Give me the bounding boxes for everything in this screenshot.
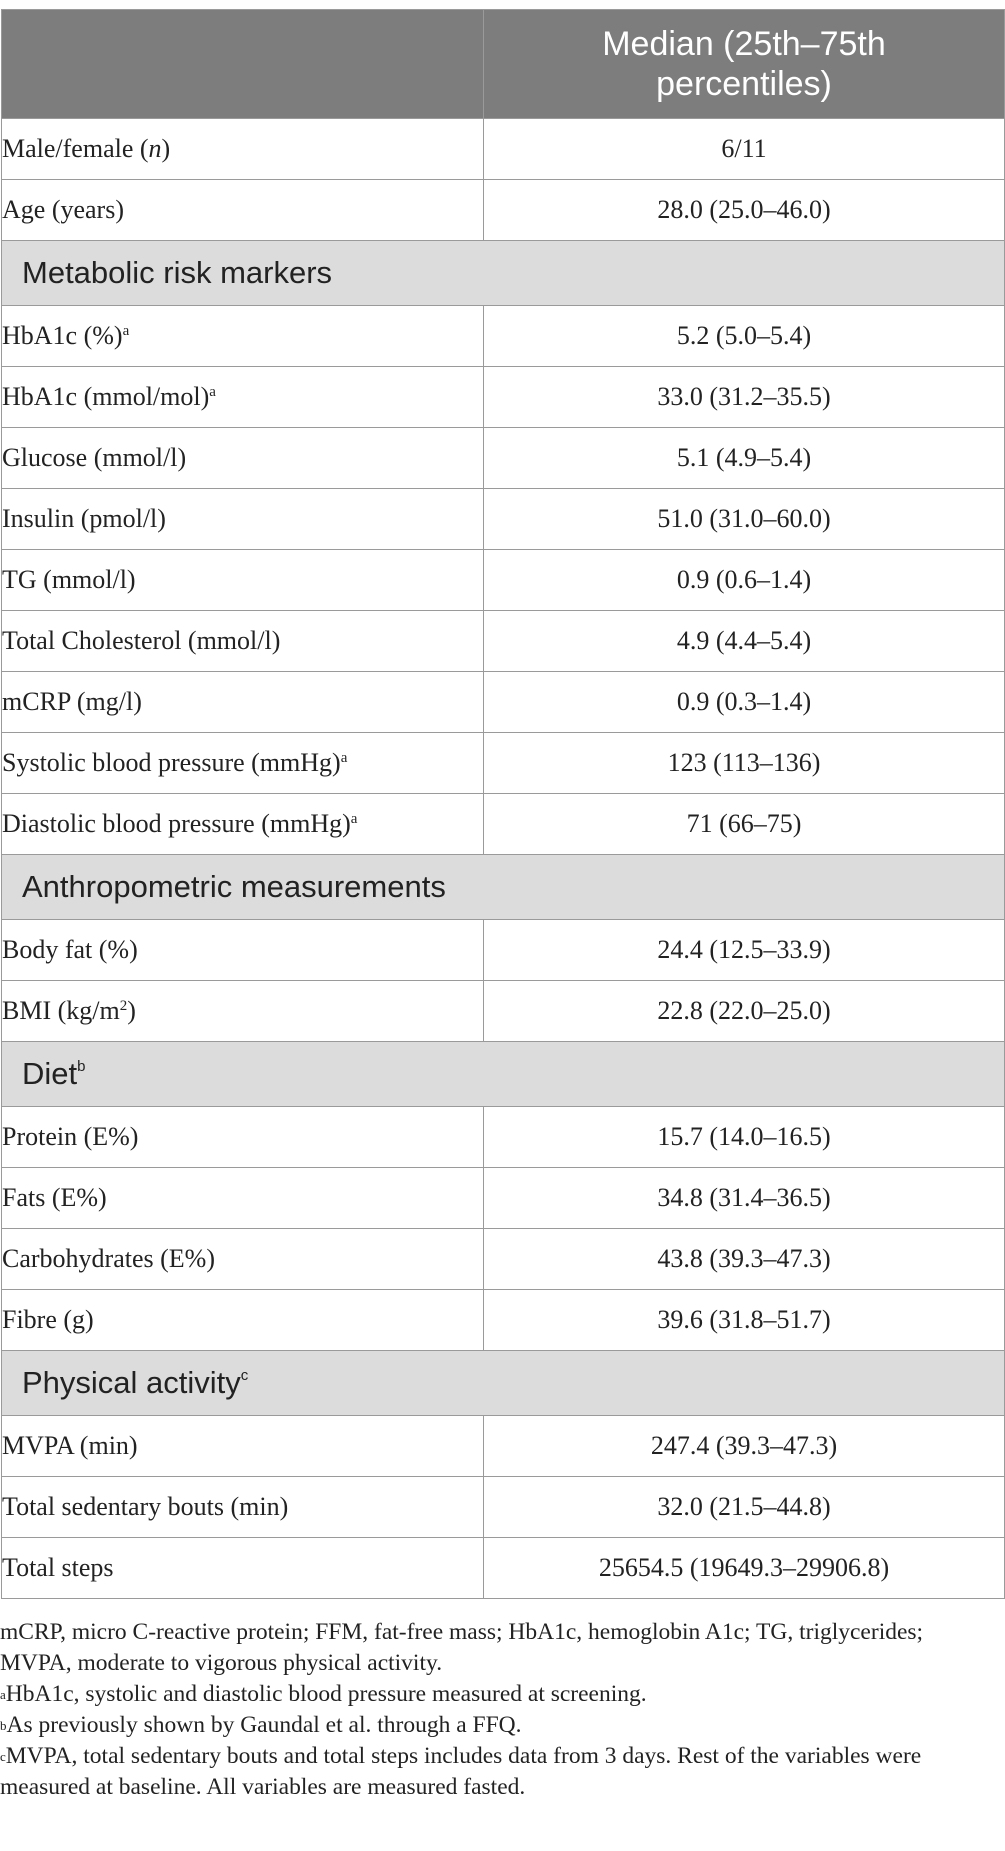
footnote-a-text: HbA1c, systolic and diastolic blood pressure measured at screening. xyxy=(5,1681,647,1707)
row-label-after: ) xyxy=(161,134,171,163)
row-label-sup: a xyxy=(340,750,348,766)
section-title xyxy=(2,1042,1005,1107)
table-footnotes xyxy=(0,1617,1000,1803)
row-label-text: Total sedentary bouts (min) xyxy=(2,1492,289,1521)
row-label-text: Fibre (g) xyxy=(2,1305,94,1334)
table-row xyxy=(2,611,1005,672)
row-label xyxy=(2,672,484,733)
row-label xyxy=(2,611,484,672)
table-row xyxy=(2,367,1005,428)
footnote-c-text: MVPA, total sedentary bouts and total steps includes data from 3 days. Rest of the variables were measured at baseline. All variables are measured fasted. xyxy=(0,1743,922,1800)
row-label xyxy=(2,794,484,855)
footnote-b xyxy=(0,1710,1000,1741)
row-label xyxy=(2,1416,484,1477)
row-label-text: mCRP (mg/l) xyxy=(2,687,142,716)
row-label: Age (years) xyxy=(2,180,484,241)
table-row xyxy=(2,794,1005,855)
header-median-label: Median (25th–75th percentiles) xyxy=(602,25,886,103)
row-value: 33.0 (31.2–35.5) xyxy=(484,367,1005,428)
section-header-physical-activity xyxy=(2,1351,1005,1416)
row-label xyxy=(2,1168,484,1229)
row-value: 71 (66–75) xyxy=(484,794,1005,855)
row-label-text: Carbohydrates (E%) xyxy=(2,1244,215,1273)
row-label-text: Glucose (mmol/l) xyxy=(2,443,187,472)
row-label-text: TG (mmol/l) xyxy=(2,565,136,594)
row-value: 123 (113–136) xyxy=(484,733,1005,794)
section-title-text: Anthropometric measurements xyxy=(22,869,446,904)
row-value: 5.2 (5.0–5.4) xyxy=(484,306,1005,367)
row-label-sup: 2 xyxy=(119,998,128,1014)
row-label-text: HbA1c (mmol/mol) xyxy=(2,382,210,411)
row-label xyxy=(2,1477,484,1538)
row-value: 24.4 (12.5–33.9) xyxy=(484,920,1005,981)
table-row xyxy=(2,428,1005,489)
table-row xyxy=(2,1477,1005,1538)
table-row xyxy=(2,1168,1005,1229)
row-label xyxy=(2,489,484,550)
row-label-sup: a xyxy=(122,323,130,339)
footnote-a xyxy=(0,1679,1000,1710)
row-label-sup: a xyxy=(209,384,216,400)
table-row xyxy=(2,119,1005,180)
row-value: 0.9 (0.6–1.4) xyxy=(484,550,1005,611)
row-label-text: MVPA (min) xyxy=(2,1431,138,1460)
section-title-sup: c xyxy=(240,1367,249,1384)
row-label-text: Total Cholesterol (mmol/l) xyxy=(2,626,281,655)
section-header-diet xyxy=(2,1042,1005,1107)
row-value: 0.9 (0.3–1.4) xyxy=(484,672,1005,733)
row-label-text: Insulin (pmol/l) xyxy=(2,504,166,533)
section-title xyxy=(2,1351,1005,1416)
row-value: 22.8 (22.0–25.0) xyxy=(484,981,1005,1042)
section-header-anthropometric xyxy=(2,855,1005,920)
row-label-text: Body fat (%) xyxy=(2,935,138,964)
table-row xyxy=(2,1229,1005,1290)
row-label xyxy=(2,367,484,428)
row-label xyxy=(2,550,484,611)
header-median-cell xyxy=(484,10,1005,119)
row-label xyxy=(2,920,484,981)
row-label-after: ) xyxy=(127,996,136,1025)
row-value: 25654.5 (19649.3–29906.8) xyxy=(484,1538,1005,1599)
section-title-text: Metabolic risk markers xyxy=(22,255,333,290)
table-row xyxy=(2,550,1005,611)
row-label xyxy=(2,119,484,180)
row-value: 4.9 (4.4–5.4) xyxy=(484,611,1005,672)
section-title-text: Diet xyxy=(22,1056,78,1091)
table-row xyxy=(2,306,1005,367)
table-header-row xyxy=(2,10,1005,119)
row-value: 15.7 (14.0–16.5) xyxy=(484,1107,1005,1168)
row-value: 6/11 xyxy=(484,119,1005,180)
row-value: 51.0 (31.0–60.0) xyxy=(484,489,1005,550)
row-label-text: Fats (E%) xyxy=(2,1183,107,1212)
row-label-sup: a xyxy=(350,811,358,827)
row-value: 43.8 (39.3–47.3) xyxy=(484,1229,1005,1290)
row-value: 28.0 (25.0–46.0) xyxy=(484,180,1005,241)
row-value: 34.8 (31.4–36.5) xyxy=(484,1168,1005,1229)
row-label xyxy=(2,1107,484,1168)
footnote-a-mark: a xyxy=(0,1687,6,1702)
row-value: 32.0 (21.5–44.8) xyxy=(484,1477,1005,1538)
row-label xyxy=(2,306,484,367)
row-label-italic: n xyxy=(148,134,162,163)
row-label xyxy=(2,981,484,1042)
table-row xyxy=(2,733,1005,794)
table-row xyxy=(2,1107,1005,1168)
row-value: 39.6 (31.8–51.7) xyxy=(484,1290,1005,1351)
row-label xyxy=(2,1538,484,1599)
footnote-b-text: As previously shown by Gaundal et al. through a FFQ. xyxy=(6,1712,522,1738)
characteristics-table xyxy=(1,9,1005,1599)
section-title xyxy=(2,855,1005,920)
section-title xyxy=(2,241,1005,306)
section-header-metabolic xyxy=(2,241,1005,306)
table-row xyxy=(2,981,1005,1042)
table-row xyxy=(2,1290,1005,1351)
row-label-text: Protein (E%) xyxy=(2,1122,139,1151)
table-row xyxy=(2,672,1005,733)
footnote-c xyxy=(0,1741,1000,1803)
row-label xyxy=(2,1290,484,1351)
row-label-text: HbA1c (%) xyxy=(2,321,123,350)
footnote-b-mark: b xyxy=(0,1718,7,1733)
table-row xyxy=(2,1538,1005,1599)
row-label xyxy=(2,428,484,489)
row-label xyxy=(2,733,484,794)
row-label-text: Total steps xyxy=(2,1553,114,1582)
section-title-text: Physical activity xyxy=(22,1365,241,1400)
footnote-abbreviations: mCRP, micro C-reactive protein; FFM, fat-free mass; HbA1c, hemoglobin A1c; TG, triglycerides; MVPA, moderate to vigorous physical activity. xyxy=(0,1619,924,1676)
table-row xyxy=(2,180,1005,241)
row-label-text: BMI (kg/m xyxy=(2,996,120,1025)
table-row xyxy=(2,489,1005,550)
row-label-text: Diastolic blood pressure (mmHg) xyxy=(2,809,351,838)
row-label-text: Systolic blood pressure (mmHg) xyxy=(2,748,341,777)
row-value: 247.4 (39.3–47.3) xyxy=(484,1416,1005,1477)
row-label-text: Male/female ( xyxy=(2,134,149,163)
table-row xyxy=(2,1416,1005,1477)
row-label xyxy=(2,1229,484,1290)
footnote-c-mark: c xyxy=(0,1749,6,1764)
table-row xyxy=(2,920,1005,981)
header-blank-cell xyxy=(2,10,484,119)
row-value: 5.1 (4.9–5.4) xyxy=(484,428,1005,489)
section-title-sup: b xyxy=(77,1058,86,1075)
